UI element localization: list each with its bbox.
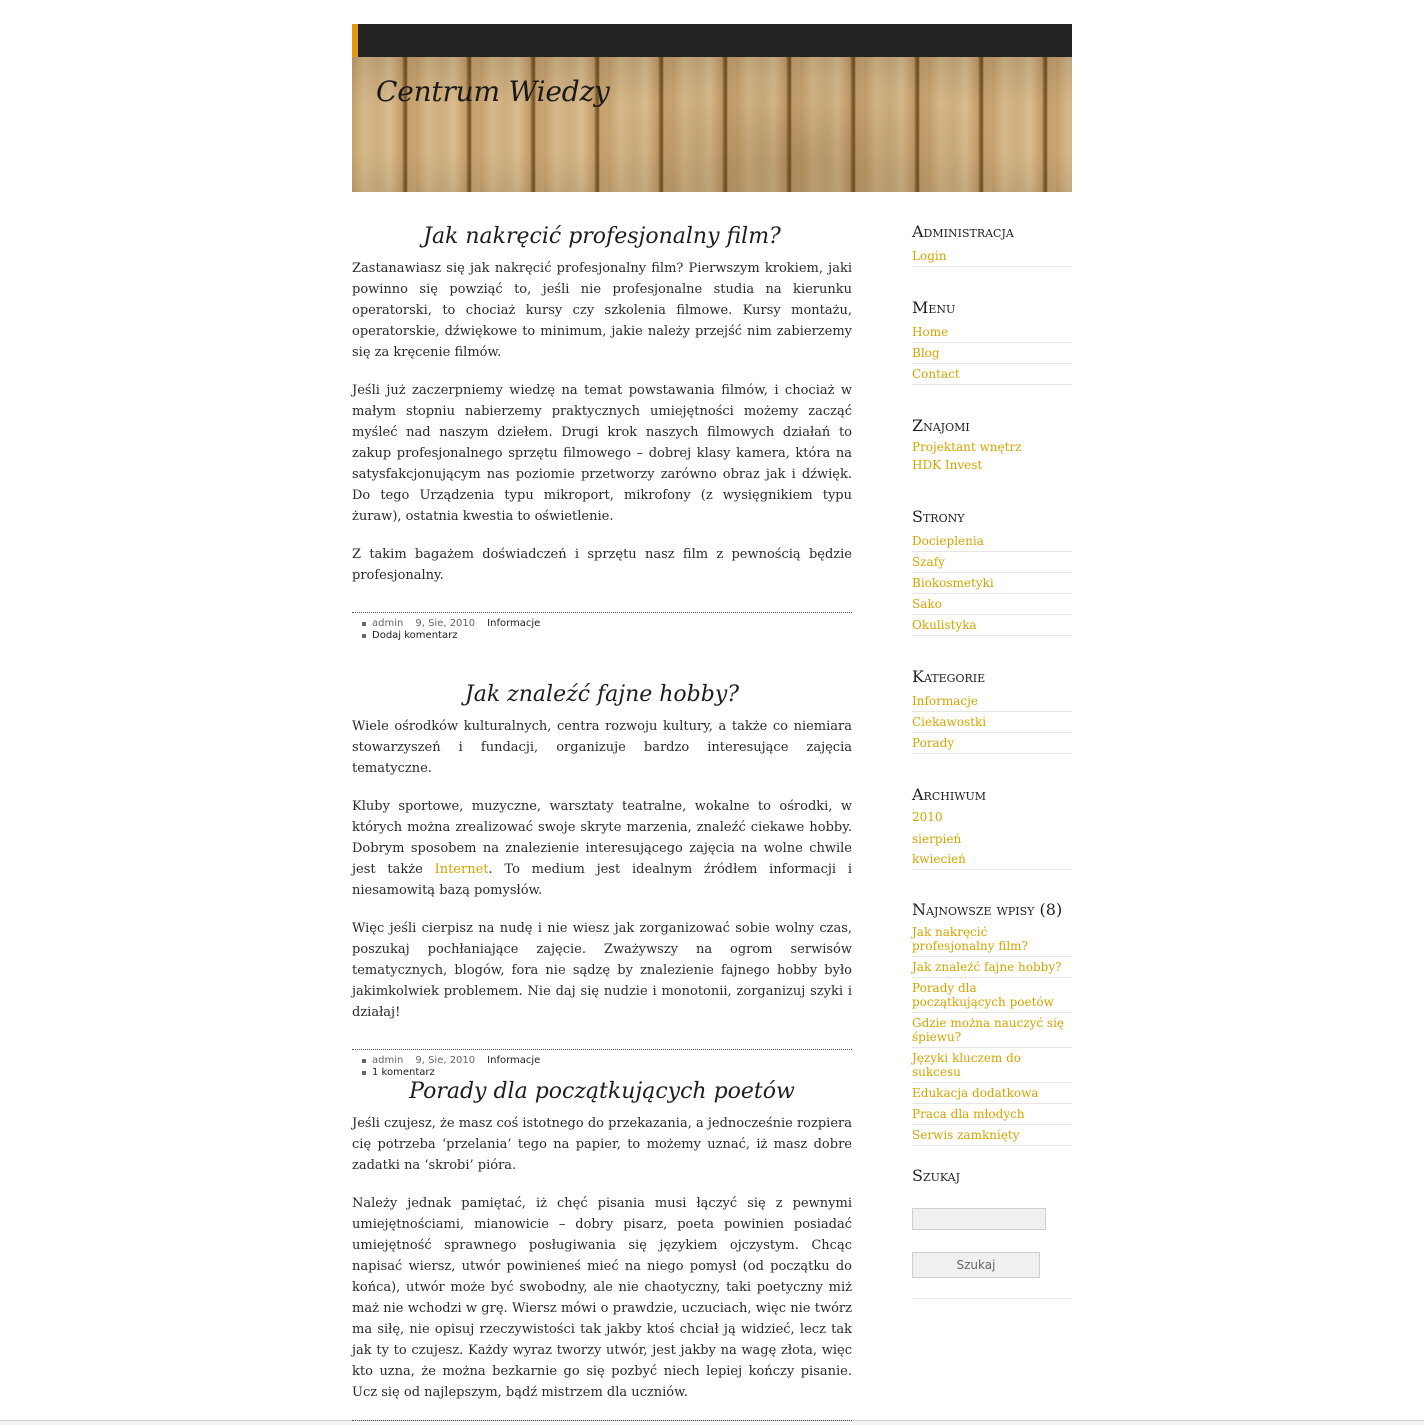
recent-post-item[interactable] [912,1013,1072,1048]
post-paragraph: Z takim bagażem doświadczeń i sprzętu nasz film z pewnością będzie profesjonalny. [352,547,852,583]
sidebar-item-friend[interactable] [912,438,1072,456]
recent-post-item[interactable] [912,978,1072,1013]
friend-link[interactable]: HDK Invest [912,458,983,472]
category-link[interactable]: Ciekawostki [912,715,987,729]
menu-link[interactable]: Contact [912,367,960,381]
post-meta-line [362,1055,852,1067]
recent-post-item[interactable] [912,922,1072,957]
recent-post-link[interactable]: Serwis zamknięty [912,1128,1020,1142]
post-date: 9, Sie, 2010 [415,618,476,629]
top-bar-accent [352,24,358,57]
page-link[interactable]: Biokosmetyki [912,576,994,590]
sidebar-item-home[interactable] [912,322,1072,343]
post-meta-line [362,630,852,642]
sidebar-item-friend[interactable] [912,456,1072,474]
post-text: Kluby sportowe, muzyczne, warsztaty teatralne, wokalne to ośrodki, w których można zrealizować swoje skryte marzenia, znaleźć ciekawe hobby. Dobrym sposobem na znalezienie interesującego zajęcia na wolne chwile jest także [352,799,852,877]
post-comments-link[interactable]: 1 komentarz [372,1067,435,1078]
sidebar-item-page[interactable] [912,615,1072,636]
site-header [352,24,1072,192]
post-meta-line [362,618,852,630]
post-divider [352,1420,852,1421]
archive-month-link[interactable]: kwiecień [912,852,966,866]
sidebar-item-page[interactable] [912,594,1072,615]
category-link[interactable]: Porady [912,736,955,750]
recent-post-item[interactable] [912,1104,1072,1125]
archive-month-item[interactable] [912,849,1072,869]
archive-year-link[interactable]: 2010 [912,810,943,824]
post-paragraph: Więc jeśli cierpisz na nudę i nie wiesz jak zorganizować sobie wolny czas, poszukaj pochłaniające zajęcie. Zważywszy na ogrom serwisów tematycznych, blogów, fora nie sądzę by znalezienie fajnego hobby było jakimkolwiek problemem. Nie daj się nudzie i monotonii, zorganizuj szyki i działaj! [352,921,852,1020]
widget-title: Menu [912,298,956,317]
search-input[interactable] [912,1208,1046,1230]
site-title[interactable]: Centrum Wiedzy [376,75,610,108]
post-paragraph [352,796,852,901]
sidebar-item-contact[interactable] [912,364,1072,385]
post-comments-link[interactable]: Dodaj komentarz [372,630,458,641]
widget-title: Kategorie [912,667,986,686]
sidebar-item-blog[interactable] [912,343,1072,364]
post-paragraph: Wiele ośrodków kulturalnych, centra rozwoju kultury, a także co niemiara stowarzyszeń i fundacji, organizuje bardzo interesujące zajęcia tematyczne. [352,719,852,776]
widget-divider [912,1298,1072,1299]
widget-title: Archiwum [912,785,987,804]
recent-post-link[interactable]: Jak nakręcić profesjonalny film? [912,925,1028,953]
widget-categories [912,667,1072,754]
post-paragraph: Zastanawiasz się jak nakręcić profesjonalny film? Pierwszym krokiem, jaki powinno się powziąć to, jeśli nie profesjonalne studia na kierunku operatorski, to chociaż kursy czy szkolenia filmowe. Kursy montażu, operatorskie, dźwiękowe to minimum, jakie należy przejść nim zabierzemy się za kręcenie filmów. [352,261,852,360]
recent-post-link[interactable]: Jak znaleźć fajne hobby? [912,960,1062,974]
widget-title: Administracja [912,222,1014,241]
post-date: 9, Sie, 2010 [415,1055,476,1066]
post-title[interactable]: Porady dla początkujących poetów [409,1079,795,1104]
post-title[interactable]: Jak nakręcić profesjonalny film? [423,224,781,249]
widget-search [912,1166,1072,1299]
internet-link[interactable]: Internet [434,862,489,877]
post-meta [352,1049,852,1079]
sidebar-item-page[interactable] [912,531,1072,552]
page-link[interactable]: Okulistyka [912,618,977,632]
recent-post-link[interactable]: Porady dla początkujących poetów [912,981,1054,1009]
page-link[interactable]: Szafy [912,555,945,569]
post [352,1079,852,1403]
post-paragraph: Jeśli już zaczerpniemy wiedzę na temat powstawania filmów, i chociaż w małym stopniu nabierzemy praktycznych umiejętności możemy zacząć myśleć nad naszym dziełem. Drugi krok naszych filmowych działań to zakup profesjonalnego sprzętu filmowego – dobrej klasy kamera, która na satysfakcjonującym nas poziomie przetworzy zarówno obraz jak i dźwięk. Do tego Urządzenia typu mikroport, mikrofony (z wysięgnikiem typu żuraw), ostatnia kwestia to oświetlenie. [352,383,852,524]
search-button[interactable]: Szukaj [912,1252,1040,1278]
post-category-link[interactable]: Informacje [487,618,541,629]
widget-friends [912,416,1072,474]
recent-post-link[interactable]: Praca dla młodych [912,1107,1025,1121]
category-link[interactable]: Informacje [912,694,978,708]
recent-post-item[interactable] [912,1125,1072,1146]
post-text: . To medium jest idealnym źródłem informacji i niesamowitą bazą pomysłów. [352,862,852,898]
post-author[interactable]: admin [372,618,404,629]
recent-post-item[interactable] [912,957,1072,978]
login-link[interactable]: Login [912,249,947,263]
recent-post-link[interactable]: Edukacja dodatkowa [912,1086,1039,1100]
post [352,682,852,1079]
post-title[interactable]: Jak znaleźć fajne hobby? [464,682,740,707]
page-link[interactable]: Docieplenia [912,534,984,548]
post [352,224,852,642]
widget-recent-posts [912,900,1072,1146]
post-paragraph: Jeśli czujesz, że masz coś istotnego do przekazania, a jednocześnie rozpiera cię potrzeba ‘przelania’ tego na papier, to możemy uznać, iż masz dobre zadatki na ‘skrobi’ pióra. [352,1116,852,1173]
widget-title: Szukaj [912,1166,960,1185]
widget-menu [912,298,1072,385]
widget-administration [912,222,1072,267]
widget-archive [912,785,1072,870]
post-author[interactable]: admin [372,1055,404,1066]
sidebar-item-page[interactable] [912,573,1072,594]
recent-post-item[interactable] [912,1083,1072,1104]
archive-month-item[interactable] [912,829,1072,849]
sidebar-item-category[interactable] [912,691,1072,712]
post-meta-line [362,1067,852,1079]
friend-link[interactable]: Projektant wnętrz [912,440,1022,454]
sidebar-item-category[interactable] [912,712,1072,733]
header-banner [352,57,1072,192]
sidebar-item-category[interactable] [912,733,1072,754]
sidebar-item-login[interactable] [912,246,1072,267]
post-category-link[interactable]: Informacje [487,1055,541,1066]
menu-link[interactable]: Blog [912,346,940,360]
recent-post-item[interactable] [912,1048,1072,1083]
sidebar-item-page[interactable] [912,552,1072,573]
top-bar [352,24,1072,57]
widget-title: Znajomi [912,416,970,435]
widget-title: Najnowsze wpisy (8) [912,900,1063,919]
recent-post-link[interactable]: Gdzie można nauczyć się śpiewu? [912,1016,1065,1044]
page-link[interactable]: Sako [912,597,942,611]
widget-title: Strony [912,507,965,526]
archive-month-link[interactable]: sierpień [912,832,962,846]
post-meta [352,612,852,642]
menu-link[interactable]: Home [912,325,949,339]
widget-pages [912,507,1072,636]
post-paragraph: Należy jednak pamiętać, iż chęć pisania musi łączyć się z pewnymi umiejętnościami, mianowicie – dobry pisarz, poeta powinien posiadać umiejętność sprawnego posługiwania się językiem ojczystym. Chcąc napisać wiersz, utwór powinieneś mieć na niego pomysł (od początku do końca), utwór może być swobodny, ale nie chaotyczny, taki poetyczny miż maż nie wchodzi w grę. Wiersz mówi o prawdzie, uczuciach, więc nie twórz ma siłę, nie opisuj rzeczywistości tak jakby ktoś chciał ją widzieć, lecz tak jak ty to czujesz. Każdy wyraz tworzy utwór, jest jakby na wagę złota, więc kto uzna, że można bezkarnie go się pozbyć niech lepiej kończy pisanie. Ucz się od najlepszym, bądź mistrzem dla uczniów. [352,1196,852,1400]
recent-post-link[interactable]: Języki kluczem do sukcesu [912,1051,1022,1079]
